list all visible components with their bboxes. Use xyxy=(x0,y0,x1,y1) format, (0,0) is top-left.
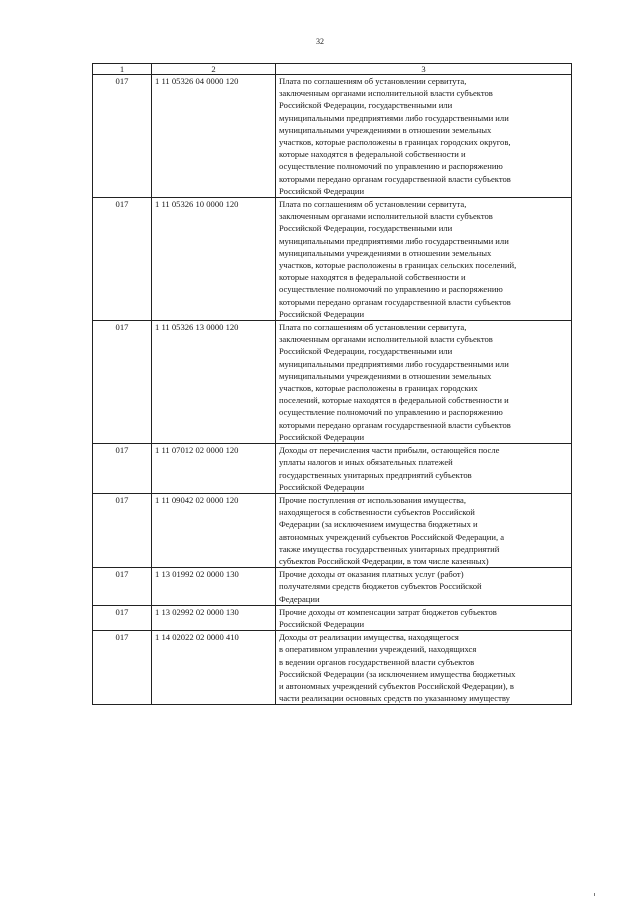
table-row xyxy=(93,568,572,606)
page-number: 32 xyxy=(316,37,324,46)
admin-code-cell: 017 xyxy=(93,444,152,494)
scan-mark xyxy=(594,893,595,896)
budget-code-cell: 1 13 01992 02 0000 130 xyxy=(152,568,276,606)
budget-code-cell: 1 14 02022 02 0000 410 xyxy=(152,631,276,705)
description-line: которые находятся в федеральной собственности и xyxy=(279,272,466,283)
table-row xyxy=(93,444,572,494)
description-line: уплаты налогов и иных обязательных платежей xyxy=(279,457,453,468)
header-col-3: 3 xyxy=(276,64,572,75)
description-line: Российской Федерации, государственными или xyxy=(279,100,453,111)
description-line: осуществление полномочий по управлению и распоряжению xyxy=(279,284,503,295)
table-body xyxy=(93,75,572,705)
revenue-description-cell xyxy=(276,321,572,444)
description-line: Российской Федерации xyxy=(279,185,365,196)
description-line: заключенным органами исполнительной власти субъектов xyxy=(279,88,493,99)
description-line: государственных унитарных предприятий субъектов xyxy=(279,469,472,480)
description-line: Российской Федерации xyxy=(279,618,365,629)
admin-code-cell: 017 xyxy=(93,605,152,630)
description-line: Плата по соглашениям об установлении сервитута, xyxy=(279,76,467,86)
revenue-description-cell xyxy=(276,605,572,630)
header-col-1: 1 xyxy=(93,64,152,75)
description-line: поселений, которые находятся в федеральной собственности и xyxy=(279,395,509,406)
budget-code-cell: 1 11 05326 04 0000 120 xyxy=(152,75,276,198)
description-line: Российской Федерации xyxy=(279,308,365,319)
description-line: Плата по соглашениям об установлении сервитута, xyxy=(279,199,467,210)
budget-code-cell: 1 11 05326 10 0000 120 xyxy=(152,198,276,321)
description-line: участков, которые расположены в границах городских округов, xyxy=(279,137,511,148)
description-line: в ведении органов государственной власти субъектов xyxy=(279,656,475,667)
admin-code-cell: 017 xyxy=(93,321,152,444)
description-line: Плата по соглашениям об установлении сервитута, xyxy=(279,322,467,333)
description-line: и автономных учреждений субъектов Российской Федерации), в xyxy=(279,680,514,691)
description-line: муниципальными предприятиями либо государственными или xyxy=(279,235,509,246)
description-line: которые находятся в федеральной собственности и xyxy=(279,149,466,160)
revenue-description-cell xyxy=(276,75,572,198)
description-line: участков, которые расположены в границах городских xyxy=(279,383,478,394)
table-row xyxy=(93,493,572,567)
admin-code-cell: 017 xyxy=(93,568,152,606)
description-line: Прочие поступления от использования имущества, xyxy=(279,494,466,505)
description-line: Российской Федерации xyxy=(279,481,365,492)
description-line: которыми передано органам государственной власти субъектов xyxy=(279,296,511,307)
description-line: также имущества государственных унитарных предприятий xyxy=(279,543,500,554)
description-line: находящегося в собственности субъектов Российской xyxy=(279,507,475,518)
description-line: получателями средств бюджетов субъектов Российской xyxy=(279,581,482,592)
description-line: заключенным органами исполнительной власти субъектов xyxy=(279,211,493,222)
description-line: части реализации основных средств по указанному имуществу xyxy=(279,693,510,704)
admin-code-cell: 017 xyxy=(93,631,152,705)
budget-code-cell: 1 11 09042 02 0000 120 xyxy=(152,493,276,567)
description-line: муниципальными предприятиями либо государственными или xyxy=(279,358,509,369)
description-line: участков, которые расположены в границах сельских поселений, xyxy=(279,260,517,271)
revenue-codes-table xyxy=(92,63,572,705)
revenue-description-cell xyxy=(276,568,572,606)
description-line: Доходы от перечисления части прибыли, остающейся после xyxy=(279,445,500,456)
description-line: автономных учреждений субъектов Российской Федерации, а xyxy=(279,531,505,542)
description-line: осуществление полномочий по управлению и распоряжению xyxy=(279,161,503,172)
revenue-description-cell xyxy=(276,631,572,705)
description-line: Российской Федерации (за исключением имущества бюджетных xyxy=(279,668,516,679)
table-row xyxy=(93,198,572,321)
description-line: муниципальными учреждениями в отношении земельных xyxy=(279,247,492,258)
description-line: Федерации xyxy=(279,593,320,604)
table-row xyxy=(93,605,572,630)
description-line: Российской Федерации, государственными или xyxy=(279,346,453,357)
description-line: Российской Федерации xyxy=(279,431,365,442)
description-line: муниципальными учреждениями в отношении земельных xyxy=(279,124,492,135)
description-line: которыми передано органам государственной власти субъектов xyxy=(279,173,511,184)
revenue-description-cell xyxy=(276,198,572,321)
revenue-description-cell xyxy=(276,444,572,494)
description-line: Федерации (за исключением имущества бюджетных и xyxy=(279,519,478,530)
table-row xyxy=(93,321,572,444)
description-line: Российской Федерации, государственными или xyxy=(279,223,453,234)
revenue-description-cell xyxy=(276,493,572,567)
description-line: Доходы от реализации имущества, находящегося xyxy=(279,632,459,643)
description-line: осуществление полномочий по управлению и распоряжению xyxy=(279,407,503,418)
budget-code-cell: 1 13 02992 02 0000 130 xyxy=(152,605,276,630)
table-row xyxy=(93,631,572,705)
budget-code-cell: 1 11 05326 13 0000 120 xyxy=(152,321,276,444)
admin-code-cell: 017 xyxy=(93,75,152,198)
description-line: муниципальными предприятиями либо государственными или xyxy=(279,112,509,123)
admin-code-cell: 017 xyxy=(93,198,152,321)
description-line: субъектов Российской Федерации, в том числе казенных) xyxy=(279,555,489,566)
description-line: Прочие доходы от оказания платных услуг (работ) xyxy=(279,569,464,580)
table-row xyxy=(93,75,572,198)
header-col-2: 2 xyxy=(152,64,276,75)
description-line: муниципальными учреждениями в отношении земельных xyxy=(279,370,492,381)
description-line: Прочие доходы от компенсации затрат бюджетов субъектов xyxy=(279,606,497,617)
description-line: которыми передано органам государственной власти субъектов xyxy=(279,419,511,430)
description-line: в оперативном управлении учреждений, находящихся xyxy=(279,644,477,655)
admin-code-cell: 017 xyxy=(93,493,152,567)
budget-code-cell: 1 11 07012 02 0000 120 xyxy=(152,444,276,494)
description-line: заключенным органами исполнительной власти субъектов xyxy=(279,334,493,345)
table-header-row xyxy=(93,64,572,75)
